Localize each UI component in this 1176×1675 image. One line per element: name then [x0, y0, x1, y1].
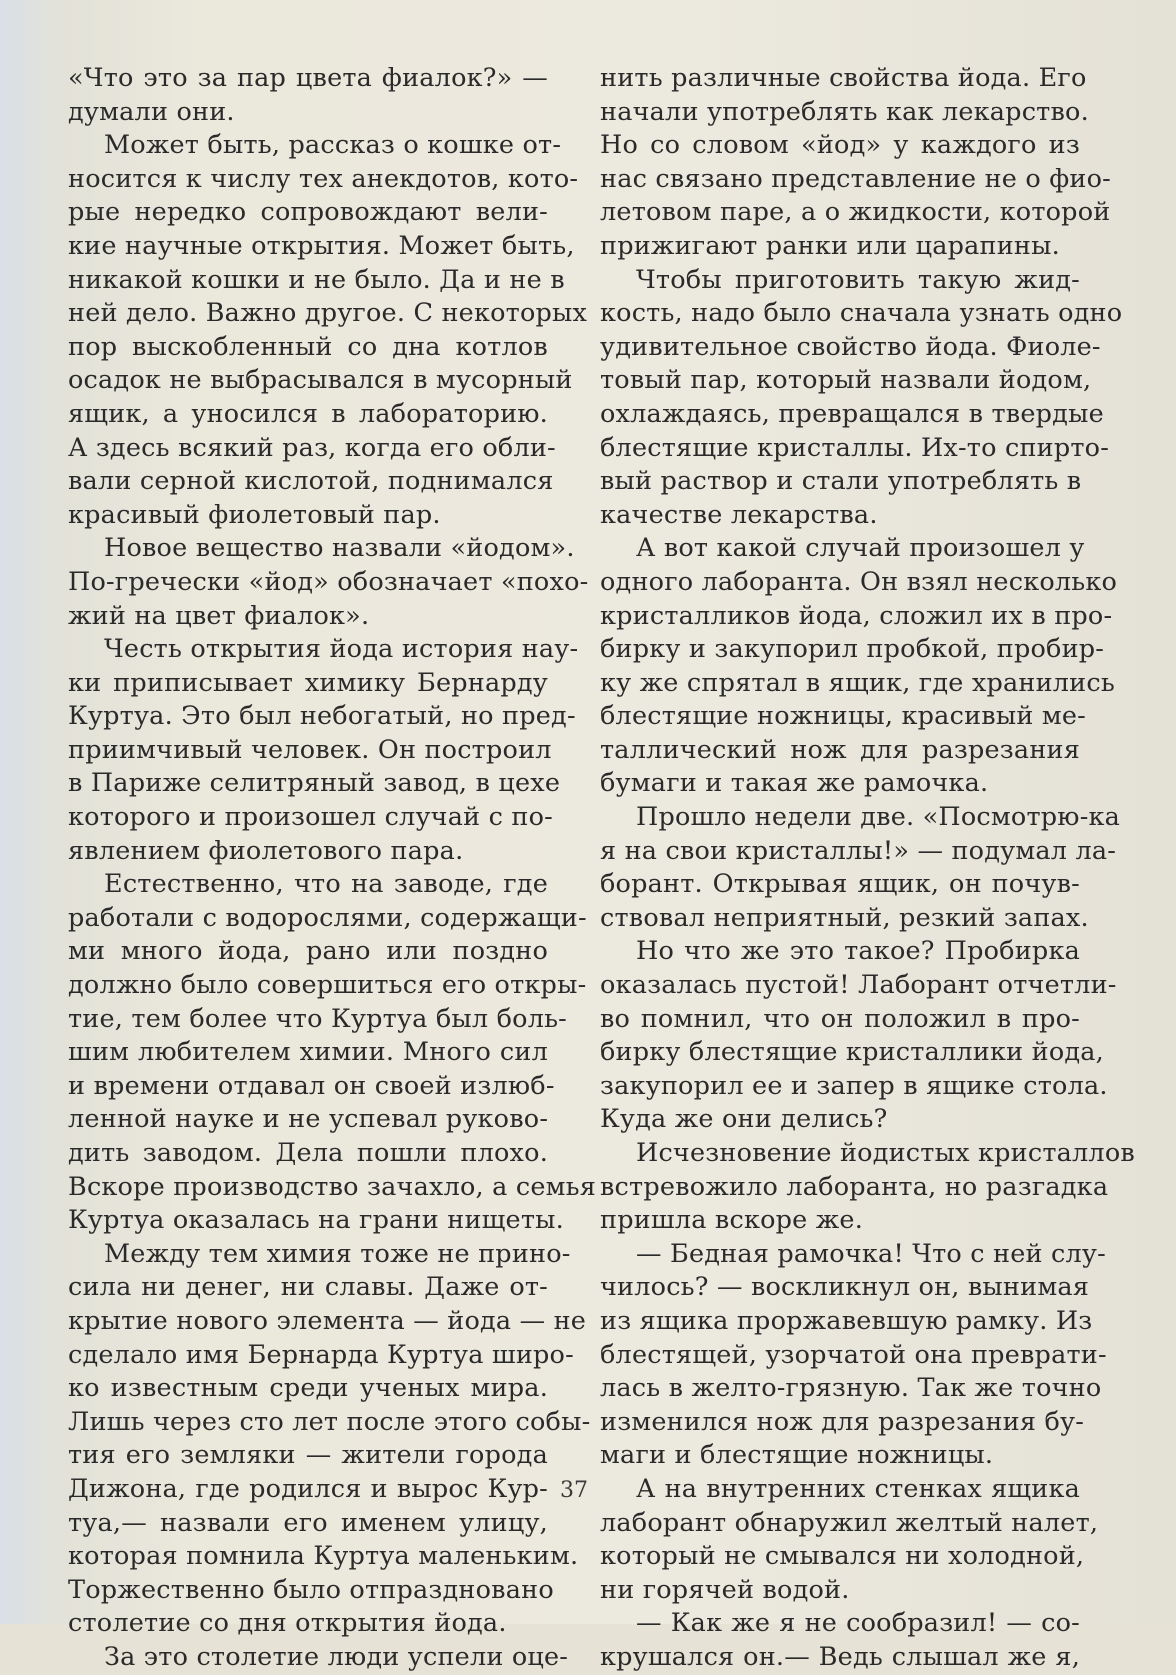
- text-line: сделало имя Бернарда Куртуа широ-: [68, 1339, 574, 1370]
- text-line: лась в желто-грязную. Так же точно: [600, 1373, 1102, 1404]
- text-line: блестящей, узорчатой она преврати-: [600, 1339, 1107, 1370]
- text-line: блестящие кристаллы. Их-то спирто-: [600, 432, 1110, 463]
- text-line: Куда же они делись?: [600, 1104, 888, 1135]
- text-line: блестящие ножницы, красивый ме-: [600, 701, 1086, 732]
- text-line: и времени отдавал он своей излюб-: [68, 1070, 555, 1101]
- text-line: в Париже селитряный завод, в цехе: [68, 768, 561, 799]
- text-line: одного лаборанта. Он взял несколько: [600, 566, 1118, 597]
- text-line: бумаги и такая же рамочка.: [600, 768, 989, 799]
- text-line: За это столетие люди успели оце-: [104, 1641, 569, 1672]
- text-line: оказалась пустой! Лаборант отчетли-: [600, 970, 1117, 1001]
- text-line: изменился нож для разрезания бу-: [600, 1406, 1085, 1437]
- text-line: крушался он.— Ведь слышал же я,: [600, 1641, 1080, 1672]
- text-line: Прошло недели две. «Посмотрю-ка: [636, 802, 1121, 833]
- text-line: я на свои кристаллы!» — подумал ла-: [600, 835, 1117, 866]
- page-number: 37: [560, 1478, 588, 1503]
- text-line: пришла вскоре же.: [600, 1205, 864, 1236]
- text-line: А вот какой случай произошел у: [636, 533, 1085, 564]
- text-line: красивый фиолетовый пар.: [68, 499, 441, 530]
- text-line: качестве лекарства.: [600, 499, 878, 530]
- text-line: Лишь через сто лет после этого собы-: [68, 1406, 591, 1437]
- text-line: прижигают ранки или царапины.: [600, 230, 1060, 261]
- text-line: которая помнила Куртуа маленьким.: [68, 1541, 579, 1572]
- text-line: Новое вещество назвали «йодом».: [104, 533, 575, 564]
- text-line: Но со словом «йод» у каждого из: [600, 130, 1080, 161]
- text-line: явлением фиолетового пара.: [68, 835, 464, 866]
- text-line: ни горячей водой.: [600, 1574, 850, 1605]
- text-line: бирку и закупорил пробкой, пробир-: [600, 634, 1105, 665]
- text-line: Может быть, рассказ о кошке от-: [104, 130, 562, 161]
- text-line: ствовал неприятный, резкий запах.: [600, 902, 1089, 933]
- text-line: маги и блестящие ножницы.: [600, 1440, 994, 1471]
- text-line: никакой кошки и не было. Да и не в: [68, 264, 565, 295]
- text-line: ящик, а уносился в лабораторию.: [68, 398, 548, 429]
- text-line: ко известным среди ученых мира.: [68, 1373, 548, 1404]
- text-line: чилось? — воскликнул он, вынимая: [600, 1272, 1090, 1303]
- text-line: лаборант обнаружил желтый налет,: [600, 1507, 1099, 1538]
- text-line: Естественно, что на заводе, где: [104, 869, 548, 900]
- text-line: носится к числу тех анекдотов, кото-: [68, 163, 579, 194]
- text-line: Куртуа. Это был небогатый, но пред-: [68, 701, 576, 732]
- text-line: нить различные свойства йода. Его: [600, 63, 1087, 93]
- text-line: летовом паре, а о жидкости, которой: [600, 197, 1111, 228]
- text-line: Куртуа оказалась на грани нищеты.: [68, 1205, 564, 1236]
- text-line: Вскоре производство зачахло, а семья: [68, 1171, 597, 1202]
- text-line: ми много йода, рано или поздно: [68, 936, 548, 967]
- text-line: работали с водорослями, содержащи-: [68, 902, 587, 933]
- text-line: туа,— назвали его именем улицу,: [68, 1507, 548, 1538]
- text-line: «Что это за пар цвета фиалок?» —: [68, 63, 548, 93]
- text-line: тие, тем более что Куртуа был боль-: [68, 1003, 567, 1034]
- text-line: ленной науке и не успевал руково-: [68, 1104, 549, 1135]
- text-line: тия его земляки — жители города: [68, 1440, 548, 1471]
- text-line: встревожило лаборанта, но разгадка: [600, 1171, 1109, 1202]
- text-line: ку же спрятал в ящик, где хранились: [600, 667, 1115, 698]
- text-line: А на внутренних стенках ящика: [636, 1473, 1080, 1504]
- text-line: шим любителем химии. Много сил: [68, 1037, 548, 1068]
- text-line: жий на цвет фиалок».: [68, 600, 370, 631]
- text-line: думали они.: [68, 96, 235, 127]
- text-line: столетие со дня открытия йода.: [68, 1608, 507, 1639]
- text-line: По-гречески «йод» обозначает «похо-: [68, 566, 589, 597]
- text-line: которого и произошел случай с по-: [68, 802, 553, 833]
- text-line: из ящика проржавевшую рамку. Из: [600, 1305, 1093, 1336]
- text-line: нас связано представление не о фио-: [600, 163, 1111, 194]
- text-line: А здесь всякий раз, когда его обли-: [68, 432, 556, 463]
- text-line: кость, надо было сначала узнать одно: [600, 298, 1123, 329]
- text-line: борант. Открывая ящик, он почув-: [600, 869, 1080, 900]
- text-line: закупорил ее и запер в ящике стола.: [600, 1070, 1108, 1101]
- text-line: Честь открытия йода история нау-: [104, 634, 579, 665]
- text-line: — Бедная рамочка! Что с ней слу-: [636, 1238, 1106, 1269]
- text-line: пор выскобленный со дна котлов: [68, 331, 548, 362]
- text-line: вали серной кислотой, поднимался: [68, 466, 554, 497]
- text-line: охлаждаясь, превращался в твердые: [600, 398, 1104, 429]
- text-line: — Как же я не сообразил! — со-: [636, 1608, 1080, 1639]
- text-line: Дижона, где родился и вырос Кур-: [68, 1473, 548, 1504]
- text-line: крытие нового элемента — йода — не: [68, 1305, 587, 1336]
- text-line: ки приписывает химику Бернарду: [68, 667, 548, 698]
- text-line: осадок не выбрасывался в мусорный: [68, 365, 573, 396]
- text-line: кие научные открытия. Может быть,: [68, 230, 575, 261]
- text-line: начали употреблять как лекарство.: [600, 96, 1089, 127]
- text-line: рые нередко сопровождают вели-: [68, 197, 548, 228]
- text-line: Но что же это такое? Пробирка: [636, 936, 1080, 967]
- text-line: который не смывался ни холодной,: [600, 1541, 1085, 1572]
- text-line: бирку блестящие кристаллики йода,: [600, 1037, 1104, 1068]
- right-text-column: [600, 62, 1135, 1675]
- text-line: приимчивый человек. Он построил: [68, 734, 552, 765]
- text-line: Исчезновение йодистых кристаллов: [636, 1138, 1135, 1168]
- text-line: удивительное свойство йода. Фиоле-: [600, 331, 1101, 362]
- text-line: во помнил, что он положил в про-: [600, 1003, 1080, 1034]
- text-line: ней дело. Важно другое. С некоторых: [68, 298, 588, 329]
- text-line: Между тем химия тоже не прино-: [104, 1238, 571, 1269]
- text-line: таллический нож для разрезания: [600, 734, 1080, 765]
- text-line: сила ни денег, ни славы. Даже от-: [68, 1272, 548, 1303]
- text-line: Торжественно было отпраздновано: [68, 1574, 554, 1605]
- text-line: кристалликов йода, сложил их в про-: [600, 600, 1113, 631]
- text-line: дить заводом. Дела пошли плохо.: [68, 1138, 548, 1168]
- text-line: вый раствор и стали употреблять в: [600, 466, 1082, 497]
- text-line: Чтобы приготовить такую жид-: [636, 264, 1080, 295]
- text-line: должно было совершиться его откры-: [68, 970, 587, 1001]
- text-line: товый пар, который назвали йодом,: [600, 365, 1092, 396]
